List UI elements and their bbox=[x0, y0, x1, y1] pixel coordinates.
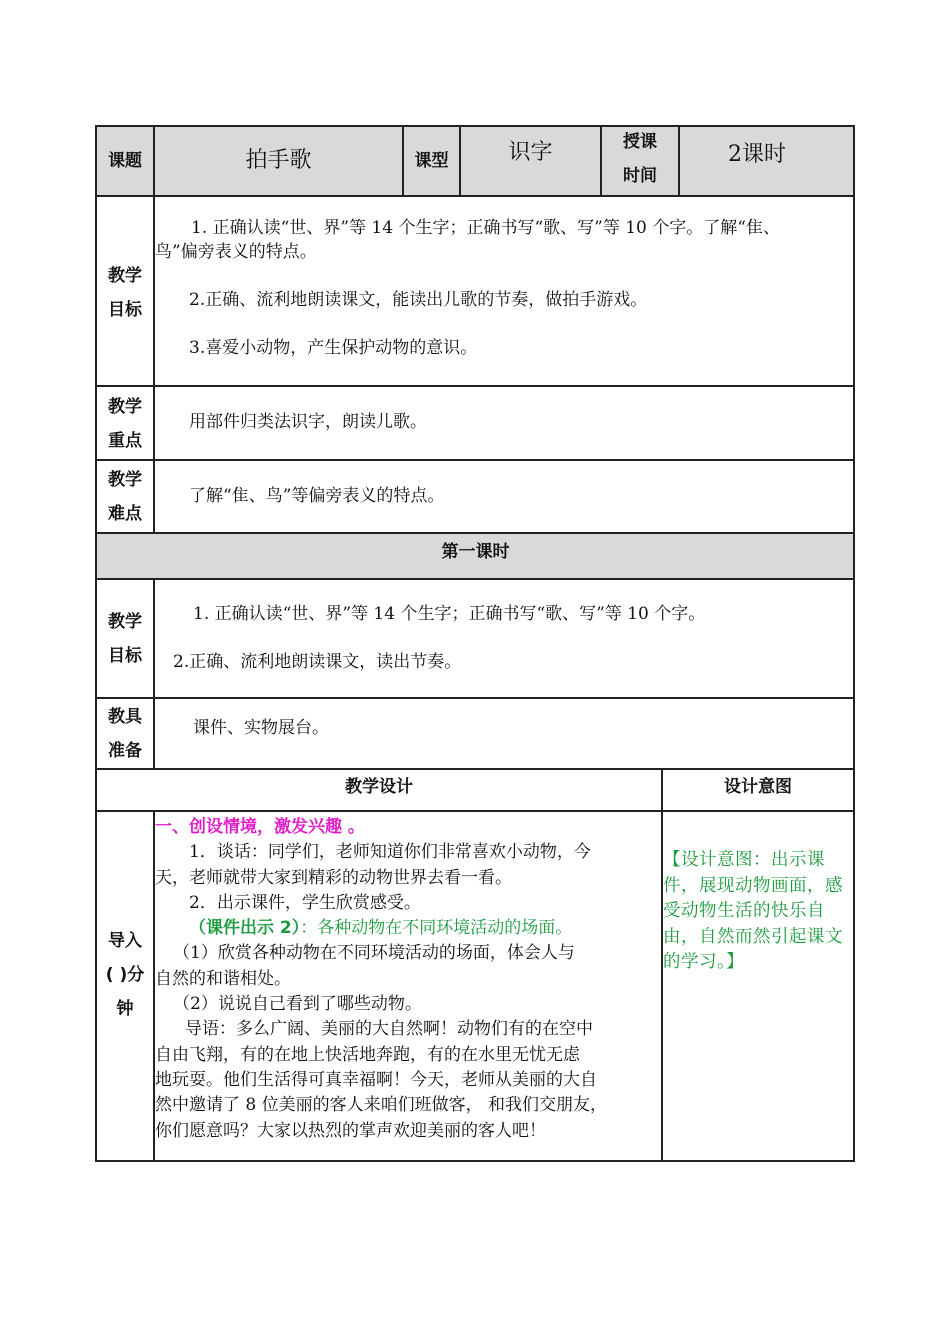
lesson-goals-content bbox=[155, 602, 845, 674]
intro-p6-line4: 然中邀请了 8 位美丽的客人来咱们班做客， 和我们交朋友， bbox=[155, 1095, 608, 1116]
lesson-goal-item-2: 2.正确、流利地朗读课文，读出节奏。 bbox=[173, 652, 462, 672]
difficulties-text: 了解“隹、鸟”等偏旁表义的特点。 bbox=[189, 486, 445, 506]
goals-content bbox=[155, 216, 855, 360]
lesson-goals-label bbox=[97, 580, 153, 698]
lesson-goals-label-line2: 目标 bbox=[108, 646, 142, 666]
materials-text: 课件、实物展台。 bbox=[193, 718, 329, 738]
intent-header: 设计意图 bbox=[724, 776, 792, 797]
goal-item-2: 2.正确、流利地朗读课文，能读出儿歌的节奏，做拍手游戏。 bbox=[189, 290, 648, 310]
intent-line3: 受动物生活的快乐自 bbox=[663, 901, 825, 921]
difficulties-label-line2: 难点 bbox=[108, 504, 142, 524]
intro-p4-line2: 自然的和谐相处。 bbox=[155, 968, 291, 989]
topic-label: 课题 bbox=[108, 151, 142, 171]
design-header: 教学设计 bbox=[345, 776, 413, 797]
key-points-label bbox=[97, 387, 153, 460]
table-border bbox=[96, 459, 855, 461]
key-points-label-line2: 重点 bbox=[108, 430, 142, 451]
goals-label-line1: 教学 bbox=[108, 266, 142, 286]
time-label-line2: 时间 bbox=[623, 166, 657, 186]
key-points-text: 用部件归类法识字，朗读儿歌。 bbox=[189, 412, 427, 432]
topic-value: 拍手歌 bbox=[245, 148, 312, 173]
lesson-goal-item-1: 1. 正确认读“世、界”等 14 个生字；正确书写“歌、写”等 10 个字。 bbox=[193, 604, 706, 624]
first-lesson-title: 第一课时 bbox=[441, 542, 510, 562]
goals-label bbox=[97, 198, 153, 388]
intro-p3-rest: ：各种动物在不同环境活动的场面。 bbox=[300, 918, 573, 939]
type-label: 课型 bbox=[414, 151, 449, 171]
intro-p4-line1: （1）欣赏各种动物在不同环境活动的场面，体会人与 bbox=[173, 943, 575, 964]
intro-label-line3: 钟 bbox=[116, 999, 134, 1019]
intro-label bbox=[97, 912, 153, 1038]
table-border bbox=[96, 578, 855, 580]
intent-line5: 的学习。】 bbox=[663, 952, 745, 972]
intro-heading: 一、创设情境，激发兴趣 。 bbox=[155, 817, 365, 837]
intro-p5: （2）说说自己看到了哪些动物。 bbox=[173, 994, 422, 1015]
intro-p1-line1: 1．谈话：同学们，老师知道你们非常喜欢小动物，今 bbox=[189, 842, 591, 863]
materials-label-line2: 准备 bbox=[108, 741, 142, 761]
intro-p6-line5: 你们愿意吗？大家以热烈的掌声欢迎美丽的客人吧！ bbox=[155, 1120, 546, 1141]
intent-line2: 件，展现动物画面，感 bbox=[663, 875, 843, 896]
intent-line4: 由，自然而然引起课文 bbox=[663, 926, 843, 947]
intro-label-line2: ( )分 bbox=[105, 965, 145, 985]
intro-p6-line1: 导语：多么广阔、美丽的大自然啊！动物们有的在空中 bbox=[185, 1019, 593, 1040]
table-border bbox=[96, 697, 855, 699]
intro-label-line1: 导入 bbox=[108, 931, 142, 951]
time-label-line1: 授课 bbox=[623, 132, 657, 152]
table-border bbox=[96, 385, 855, 387]
key-points-label-line1: 教学 bbox=[108, 396, 142, 417]
difficulties-label bbox=[97, 461, 153, 533]
intro-content bbox=[155, 815, 660, 1144]
intro-p6-line3: 地玩耍。他们生活得可真幸福啊！今天，老师从美丽的大自 bbox=[155, 1069, 597, 1090]
goal-item-1-line1: 1. 正确认读“世、界”等 14 个生字；正确书写“歌、写”等 10 个字。了解“隹、 bbox=[191, 218, 780, 238]
goals-label-line2: 目标 bbox=[108, 300, 142, 320]
type-value: 识字 bbox=[508, 140, 553, 165]
lesson-goals-label-line1: 教学 bbox=[108, 612, 142, 632]
materials-label bbox=[97, 699, 153, 769]
intro-p1-line2: 天，老师就带大家到精彩的动物世界去看一看。 bbox=[155, 867, 512, 888]
table-border bbox=[96, 195, 855, 197]
intro-p3 bbox=[155, 916, 660, 941]
table-border bbox=[96, 1160, 855, 1162]
goal-item-1-line2: 鸟”偏旁表义的特点。 bbox=[155, 242, 317, 262]
difficulties-label-line1: 教学 bbox=[108, 470, 142, 490]
intro-p2: 2．出示课件，学生欣赏感受。 bbox=[189, 892, 421, 913]
intent-line1: 【设计意图：出示课 bbox=[663, 850, 825, 870]
table-border bbox=[96, 810, 855, 812]
intro-p3-bold: （课件出示 2） bbox=[189, 918, 301, 939]
intro-intent bbox=[663, 848, 853, 976]
time-label bbox=[602, 122, 678, 196]
intro-p6-line2: 自由飞翔，有的在地上快活地奔跑，有的在水里无忧无虑 bbox=[155, 1044, 580, 1065]
materials-label-line1: 教具 bbox=[108, 707, 142, 727]
time-value: 2课时 bbox=[728, 142, 786, 167]
goal-item-3: 3.喜爱小动物，产生保护动物的意识。 bbox=[189, 338, 478, 358]
